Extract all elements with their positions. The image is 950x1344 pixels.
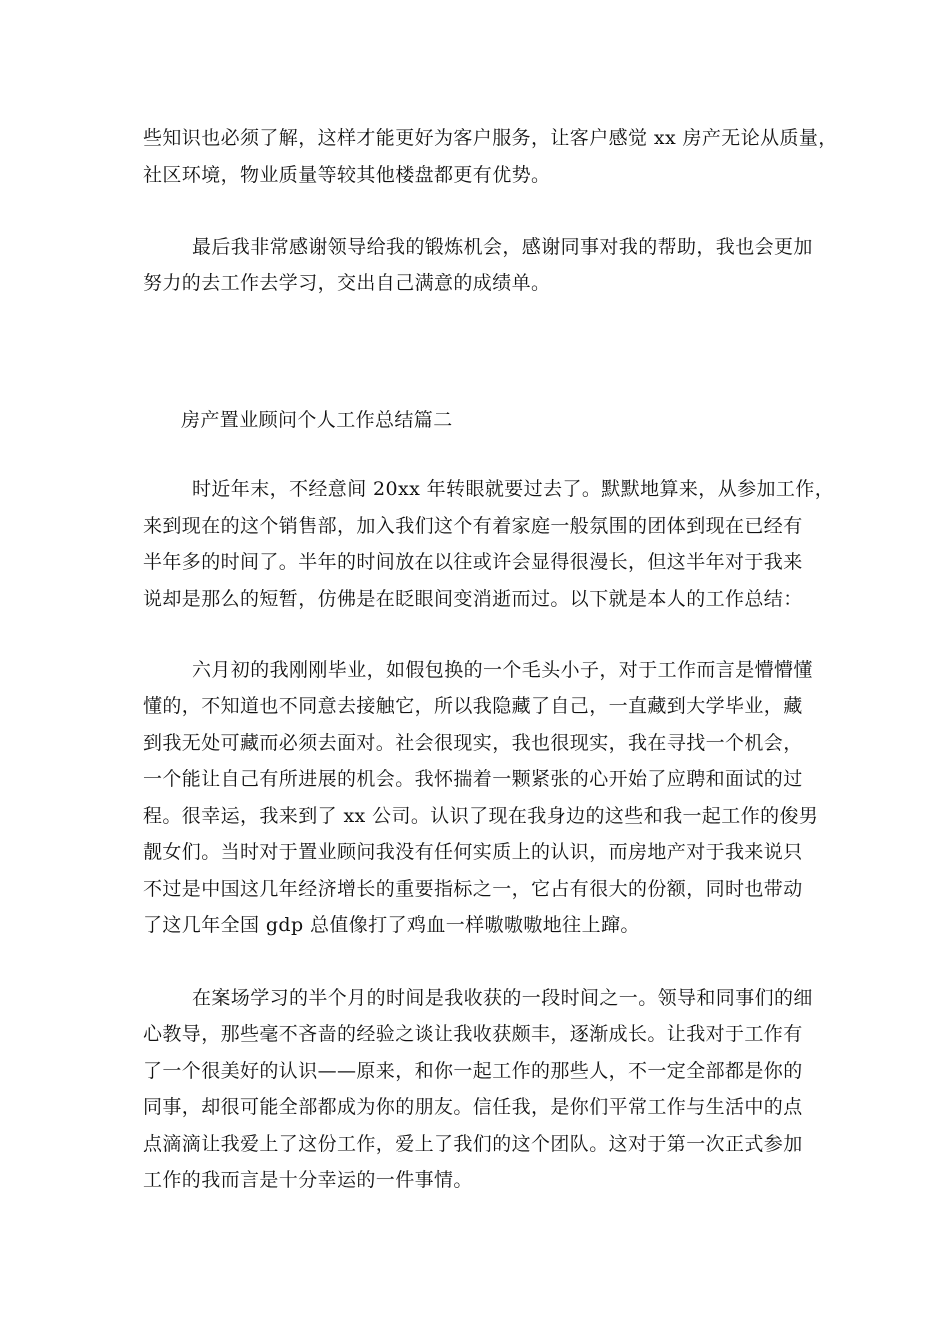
paragraph-line: 社区环境，物业质量等较其他楼盘都更有优势。: [143, 164, 551, 186]
paragraph-line: 懂的，不知道也不同意去接触它，所以我隐藏了自己，一直藏到大学毕业，藏: [143, 695, 803, 717]
paragraph-line: 同事，却很可能全部都成为你的朋友。信任我，是你们平常工作与生活中的点: [143, 1096, 803, 1118]
paragraph-line: 说却是那么的短暂，仿佛是在眨眼间变消逝而过。以下就是本人的工作总结：: [143, 588, 803, 610]
paragraph-line: 一个能让自己有所进展的机会。我怀揣着一颗紧张的心开始了应聘和面试的过: [143, 768, 803, 790]
paragraph-line: 来到现在的这个销售部，加入我们这个有着家庭一般氛围的团体到现在已经有: [143, 515, 803, 537]
paragraph-line: 半年多的时间了。半年的时间放在以往或许会显得很漫长，但这半年对于我来: [143, 551, 803, 573]
paragraph-line: 了这几年全国 gdp 总值像打了鸡血一样嗷嗷嗷地往上蹿。: [143, 914, 640, 936]
paragraph-line: 点滴滴让我爱上了这份工作，爱上了我们的这个团队。这对于第一次正式参加: [143, 1133, 803, 1155]
paragraph-line: 靓女们。当时对于置业顾问我没有任何实质上的认识，而房地产对于我来说只: [143, 841, 803, 863]
paragraph-line: 最后我非常感谢领导给我的锻炼机会，感谢同事对我的帮助，我也会更加: [192, 236, 813, 258]
paragraph-line: 程。很幸运，我来到了 xx 公司。认识了现在我身边的这些和我一起工作的俊男: [143, 805, 819, 827]
paragraph-line: 到我无处可藏而必须去面对。社会很现实，我也很现实，我在寻找一个机会，: [143, 732, 803, 754]
paragraph-line: 心教导，那些毫不吝啬的经验之谈让我收获颇丰，逐渐成长。让我对于工作有: [143, 1023, 803, 1045]
paragraph-line: 时近年末，不经意间 20xx 年转眼就要过去了。默默地算来，从参加工作，: [192, 478, 835, 500]
section-heading: 房产置业顾问个人工作总结篇二: [181, 409, 453, 431]
paragraph-line: 些知识也必须了解，这样才能更好为客户服务，让客户感觉 xx 房产无论从质量，: [143, 127, 838, 149]
paragraph-line: 在案场学习的半个月的时间是我收获的一段时间之一。领导和同事们的细: [192, 987, 813, 1009]
paragraph-line: 努力的去工作去学习，交出自己满意的成绩单。: [143, 272, 551, 294]
paragraph-line: 不过是中国这几年经济增长的重要指标之一，它占有很大的份额，同时也带动: [143, 878, 803, 900]
paragraph-line: 工作的我而言是十分幸运的一件事情。: [143, 1169, 473, 1191]
paragraph-line: 六月初的我刚刚毕业，如假包换的一个毛头小子，对于工作而言是懵懵懂: [192, 659, 813, 681]
paragraph-line: 了一个很美好的认识——原来，和你一起工作的那些人，不一定全部都是你的: [143, 1060, 803, 1082]
